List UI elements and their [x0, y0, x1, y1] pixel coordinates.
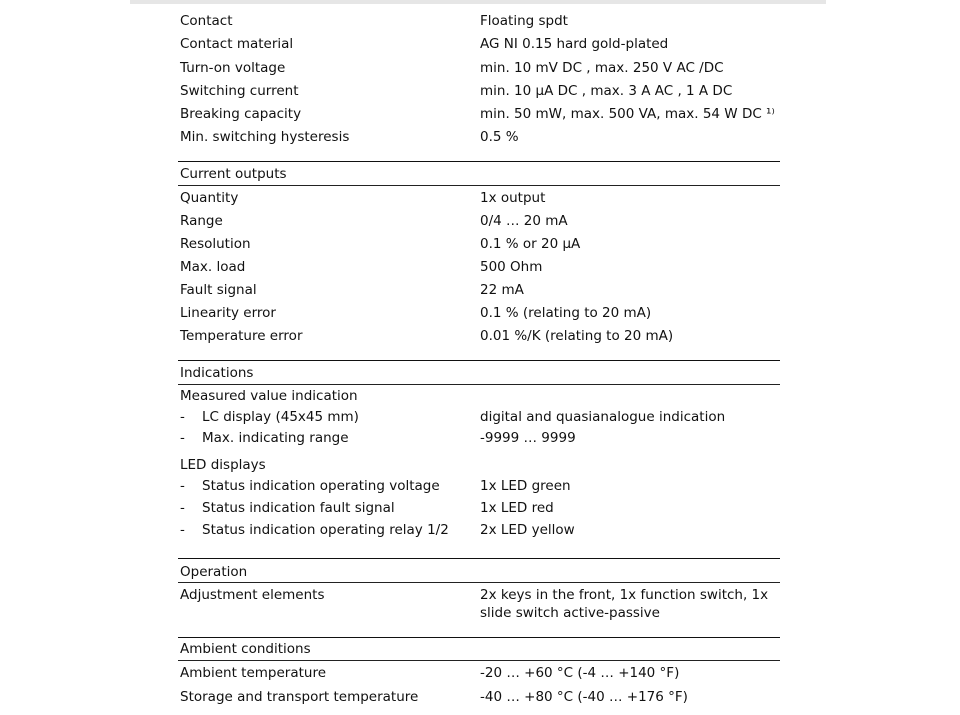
list-dash: -: [180, 478, 185, 494]
list-dash: -: [180, 522, 185, 538]
subheading-measured-value-indication: [0, 385, 960, 407]
section-title: Ambient conditions: [180, 641, 311, 657]
section-title: Current outputs: [180, 166, 287, 182]
section-divider: [178, 558, 780, 559]
spec-value: 0.1 % or 20 µA: [480, 236, 581, 252]
spec-label: Resolution: [180, 236, 251, 252]
spec-value: 1x LED green: [480, 478, 571, 494]
spec-label: LC display (45x45 mm): [202, 409, 359, 425]
spec-value: AG NI 0.15 hard gold-plated: [480, 36, 669, 52]
spec-row-fault-signal: [0, 279, 960, 301]
spec-label: Adjustment elements: [180, 587, 325, 603]
section-heading-current-outputs: [0, 163, 960, 185]
spec-value: min. 10 µA DC , max. 3 A AC , 1 A DC: [480, 83, 733, 99]
spec-label: Max. load: [180, 259, 246, 275]
spec-value: 22 mA: [480, 282, 524, 298]
spec-value: -9999 … 9999: [480, 430, 576, 446]
spec-row-temperature-error: [0, 325, 960, 347]
section-heading-operation: [0, 561, 960, 583]
spec-label: Linearity error: [180, 305, 276, 321]
spec-row-status-fault-signal: [0, 497, 960, 519]
spec-label: Range: [180, 213, 223, 229]
spec-label: Ambient temperature: [180, 665, 327, 681]
spec-label: Storage and transport temperature: [180, 689, 419, 705]
spec-value: 1x LED red: [480, 500, 554, 516]
spec-value: 0.5 %: [480, 129, 519, 145]
spec-value: 2x LED yellow: [480, 522, 575, 538]
list-dash: -: [180, 409, 185, 425]
section-divider: [178, 161, 780, 162]
spec-row-ambient-temperature: [0, 662, 960, 684]
subheading-label: Measured value indication: [180, 388, 358, 404]
spec-row-contact: [0, 10, 960, 32]
spec-row-quantity: [0, 187, 960, 209]
spec-label: Contact: [180, 13, 233, 29]
spec-value: 500 Ohm: [480, 259, 543, 275]
spec-label: Temperature error: [180, 328, 303, 344]
spec-row-max-load: [0, 256, 960, 278]
spec-row-switching-current: [0, 80, 960, 102]
list-dash: -: [180, 500, 185, 516]
spec-row-resolution: [0, 233, 960, 255]
spec-label: Max. indicating range: [202, 430, 349, 446]
spec-value: 1x output: [480, 190, 546, 206]
section-heading-ambient-conditions: [0, 638, 960, 660]
spec-label: Status indication fault signal: [202, 500, 395, 516]
spec-row-lc-display: [0, 406, 960, 428]
spec-row-linearity-error: [0, 302, 960, 324]
spec-label: Quantity: [180, 190, 239, 206]
spec-label: Min. switching hysteresis: [180, 129, 350, 145]
spec-label: Status indication operating voltage: [202, 478, 440, 494]
section-title: Operation: [180, 564, 248, 580]
spec-value: Floating spdt: [480, 13, 568, 29]
spec-row-storage-transport-temperature: [0, 686, 960, 708]
spec-value: min. 50 mW, max. 500 VA, max. 54 W DC ¹⁾: [480, 106, 775, 122]
spec-label: Turn-on voltage: [180, 60, 286, 76]
section-underline: [178, 582, 780, 583]
spec-value: 0/4 … 20 mA: [480, 213, 568, 229]
top-strip: [130, 0, 826, 4]
spec-label: Breaking capacity: [180, 106, 302, 122]
spec-label: Status indication operating relay 1/2: [202, 522, 449, 538]
section-underline: [178, 660, 780, 661]
spec-row-contact-material: [0, 33, 960, 55]
spec-value: digital and quasianalogue indication: [480, 409, 726, 425]
spec-label: Fault signal: [180, 282, 257, 298]
spec-label: Switching current: [180, 83, 299, 99]
section-title: Indications: [180, 365, 254, 381]
spec-row-adjustment-elements: [0, 584, 960, 626]
section-underline: [178, 185, 780, 186]
spec-value: 0.1 % (relating to 20 mA): [480, 305, 652, 321]
spec-row-min-switching-hysteresis: [0, 126, 960, 148]
spec-label: Contact material: [180, 36, 294, 52]
spec-row-status-operating-voltage: [0, 475, 960, 497]
spec-row-breaking-capacity: [0, 103, 960, 125]
spec-value: -40 … +80 °C (-40 … +176 °F): [480, 689, 688, 705]
section-divider: [178, 360, 780, 361]
subheading-label: LED displays: [180, 457, 266, 473]
subheading-led-displays: [0, 454, 960, 476]
spec-row-status-operating-relay: [0, 519, 960, 541]
spec-value: 0.01 %/K (relating to 20 mA): [480, 328, 674, 344]
spec-row-turn-on-voltage: [0, 57, 960, 79]
list-dash: -: [180, 430, 185, 446]
spec-value: -20 … +60 °C (-4 … +140 °F): [480, 665, 680, 681]
section-heading-indications: [0, 362, 960, 384]
spec-row-max-indicating-range: [0, 427, 960, 449]
spec-row-range: [0, 210, 960, 232]
spec-value: min. 10 mV DC , max. 250 V AC /DC: [480, 60, 724, 76]
spec-value: 2x keys in the front, 1x function switch, 1x slide switch active-passive: [480, 587, 769, 621]
